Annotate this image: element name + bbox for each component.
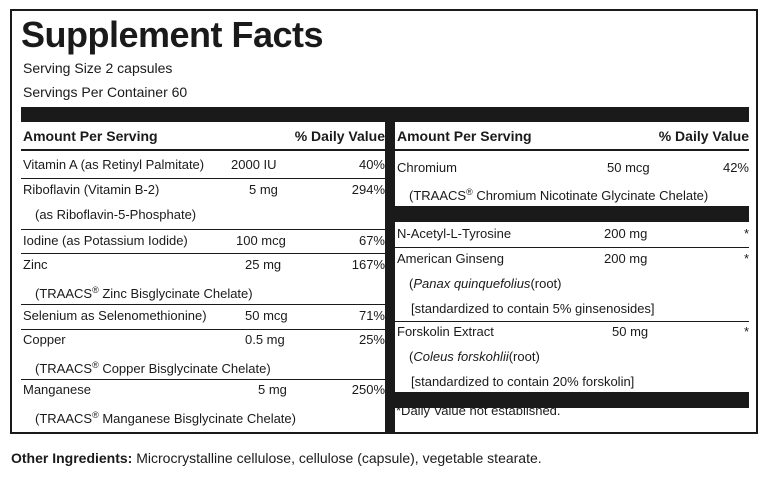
nutrient-source: (TRAACS® Copper Bisglycinate Chelate) <box>35 360 271 376</box>
nutrient-amount: 50 mcg <box>607 160 650 175</box>
dv-header: % Daily Value <box>658 128 749 144</box>
nutrient-dv: 294% <box>351 182 385 197</box>
right-column-header <box>397 124 749 148</box>
standardization-note: [standardized to contain 5% ginsenosides] <box>411 301 655 316</box>
botanical-source: (Coleus forskohlii(root) <box>409 349 540 364</box>
nutrient-name: Iodine (as Potassium Iodide) <box>23 233 188 248</box>
nutrient-name: Riboflavin (Vitamin B-2) <box>23 182 160 197</box>
nutrient-dv: 40% <box>358 157 385 172</box>
row-rule <box>21 229 385 230</box>
standardization-note: [standardized to contain 20% forskolin] <box>411 374 635 389</box>
nutrient-name: Vitamin A (as Retinyl Palmitate) <box>23 157 205 172</box>
nutrient-dv: 25% <box>358 332 385 347</box>
nutrient-dv: 71% <box>358 308 385 323</box>
row-rule <box>21 329 385 330</box>
supplement-facts-panel <box>10 9 758 434</box>
row-rule <box>21 178 385 179</box>
nutrient-source: (TRAACS® Zinc Bisglycinate Chelate) <box>35 285 253 301</box>
nutrient-dv: 167% <box>351 257 385 272</box>
nutrient-amount: 100 mcg <box>236 233 286 248</box>
amount-header: Amount Per Serving <box>23 128 158 144</box>
botanical-source: (Panax quinquefolius(root) <box>409 276 562 291</box>
panel-title: Supplement Facts <box>21 14 324 55</box>
nutrient-amount: 50 mcg <box>245 308 288 323</box>
nutrient-source: (TRAACS® Manganese Bisglycinate Chelate) <box>35 410 296 426</box>
nutrient-dv: 42% <box>722 160 749 175</box>
row-rule <box>21 253 385 254</box>
servings-per-container: Servings Per Container 60 <box>23 84 188 100</box>
left-column-header <box>23 124 385 148</box>
nutrient-name: Forskolin Extract <box>397 324 494 339</box>
nutrient-amount: 5 mg <box>249 182 278 197</box>
nutrient-name: N-Acetyl-L-Tyrosine <box>397 226 512 241</box>
left-header-rule <box>21 149 385 151</box>
nutrient-name: American Ginseng <box>397 251 504 266</box>
dv-header: % Daily Value <box>294 128 385 144</box>
row-rule <box>395 247 749 248</box>
amount-header: Amount Per Serving <box>397 128 532 144</box>
nutrient-dv: 67% <box>358 233 385 248</box>
nutrient-amount: 200 mg <box>604 251 648 266</box>
row-rule <box>21 304 385 305</box>
nutrient-dv: * <box>743 251 749 266</box>
nutrient-source: (as Riboflavin-5-Phosphate) <box>35 207 197 222</box>
nutrient-dv: 250% <box>351 382 385 397</box>
nutrient-name: Selenium as Selenomethionine) <box>23 308 207 323</box>
nutrient-amount: 200 mg <box>604 226 648 241</box>
nutrient-amount: 25 mg <box>245 257 282 272</box>
daily-value-footnote: *Daily Value not established. <box>396 403 561 418</box>
nutrient-name: Manganese <box>23 382 91 397</box>
nutrient-name: Chromium <box>397 160 457 175</box>
thick-divider-bar <box>21 107 749 122</box>
other-ingredients <box>11 449 542 467</box>
column-divider <box>385 122 395 434</box>
nutrient-amount: 5 mg <box>258 382 287 397</box>
nutrient-name: Zinc <box>23 257 48 272</box>
section-divider-bar <box>395 206 749 222</box>
nutrient-amount: 2000 IU <box>231 157 277 172</box>
nutrient-source: (TRAACS® Chromium Nicotinate Glycinate Chelate) <box>409 187 709 203</box>
serving-size: Serving Size 2 capsules <box>23 60 173 76</box>
other-ingredients-label: Other Ingredients: <box>11 450 133 466</box>
right-header-rule <box>395 149 749 151</box>
nutrient-amount: 0.5 mg <box>245 332 285 347</box>
nutrient-amount: 50 mg <box>612 324 649 339</box>
other-ingredients-text: Microcrystalline cellulose, cellulose (capsule), vegetable stearate. <box>132 450 542 466</box>
nutrient-name: Copper <box>23 332 66 347</box>
nutrient-dv: * <box>743 324 749 339</box>
nutrient-dv: * <box>743 226 749 241</box>
